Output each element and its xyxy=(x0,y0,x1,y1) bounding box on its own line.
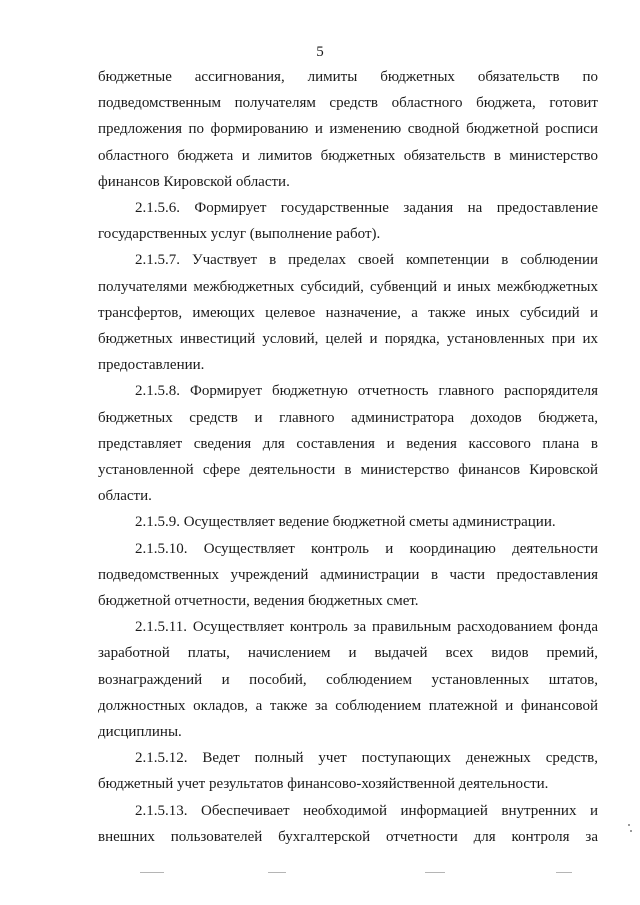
scan-artifact-line xyxy=(140,872,164,873)
document-body xyxy=(98,64,598,850)
paragraph-2-1-5-6: 2.1.5.6. Формирует государственные задания на предоставление государственных услуг (выполнение работ). xyxy=(98,200,598,243)
page-number: 5 xyxy=(316,44,324,60)
paragraph-2-1-5-12: 2.1.5.12. Ведет полный учет поступающих денежных средств, бюджетный учет результатов финансово-хозяйственной деятельности. xyxy=(98,750,598,793)
paragraph-2-1-5-10: 2.1.5.10. Осуществляет контроль и координацию деятельности подведомственных учреждений администрации в части предоставления бюджетной отчетности, ведения бюджетных смет. xyxy=(98,540,598,610)
scan-artifact-line xyxy=(556,872,572,873)
scan-artifact-dot xyxy=(630,830,632,832)
paragraph-2-1-5-9: 2.1.5.9. Осуществляет ведение бюджетной сметы администрации. xyxy=(135,514,556,531)
paragraph-2-1-5-7: 2.1.5.7. Участвует в пределах своей компетенции в соблюдении получателями межбюджетных субсидий, субвенций и иных межбюджетных трансфертов, имеющих целевое назначение, а также иных субсидий и бюджетных инвестиций условий, целей и порядка, установленных при их предоставлении. xyxy=(98,252,598,374)
paragraph-2-1-5-11: 2.1.5.11. Осуществляет контроль за правильным расходованием фонда заработной платы, начислением и выдачей всех видов премий, вознаграждений и пособий, соблюдением установленных штатов, должностных окладов, а также за соблюдением платежной и финансовой дисциплины. xyxy=(98,619,598,741)
scan-artifact-line xyxy=(425,872,445,873)
paragraph-2-1-5-13: 2.1.5.13. Обеспечивает необходимой информацией внутренних и внешних пользователей бухгалтерской отчетности для контроля за xyxy=(98,802,598,845)
paragraph-continuation: бюджетные ассигнования, лимиты бюджетных обязательств по подведомственным получателям средств областного бюджета, готовит предложения по формированию и изменению сводной бюджетной росписи областного бюджета и лимитов бюджетных обязательств в министерство финансов Кировской области. xyxy=(98,69,598,190)
paragraph-2-1-5-8: 2.1.5.8. Формирует бюджетную отчетность главного распорядителя бюджетных средств и главного администратора доходов бюджета, представляет сведения для составления и ведения кассового плана в установленной сфере деятельности в министерство финансов Кировской области. xyxy=(98,383,598,505)
scan-artifact-line xyxy=(268,872,286,873)
scan-artifact-dot xyxy=(628,824,630,826)
